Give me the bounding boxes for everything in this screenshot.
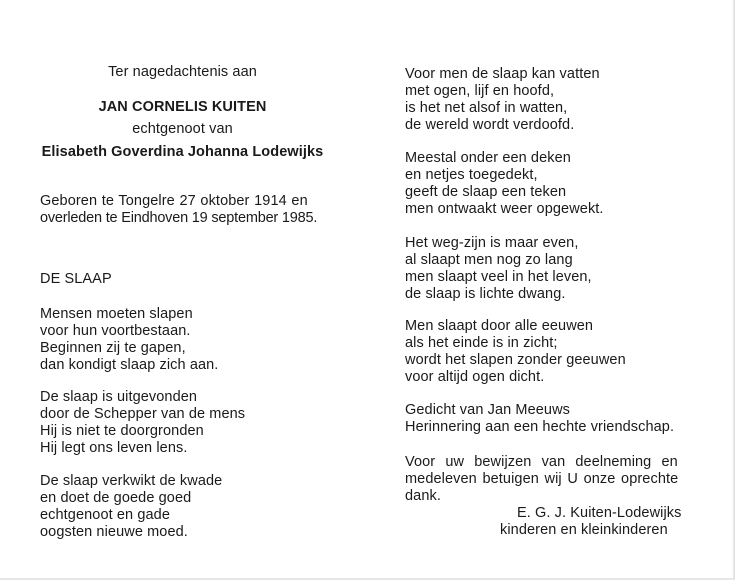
in-memoriam-line: Ter nagedachtenis aan [108,64,257,80]
poem-line: voor hun voortbestaan. [40,323,191,339]
poem-line: dan kondigt slaap zich aan. [40,357,219,373]
deceased-name: JAN CORNELIS KUITEN [98,99,267,115]
poem-line: als het einde is in zicht; [405,335,558,351]
poem-line: wordt het slapen zonder geeuwen [405,352,626,368]
poem-line: oogsten nieuwe moed. [40,524,188,540]
poem-line: door de Schepper van de mens [40,406,246,422]
poem-line: men ontwaakt weer opgewekt. [405,201,604,217]
poem-line: Mensen moeten slapen [40,306,193,322]
signature-family: kinderen en kleinkinderen [500,522,668,538]
thanks-line-2: medeleven betuigen wij U onze oprechte [405,471,679,487]
poem-line: Hij legt ons leven lens. [40,440,188,456]
birth-line: Geboren te Tongelre 27 oktober 1914 en [40,193,308,209]
spouse-label: echtgenoot van [132,121,233,137]
poem-credit: Gedicht van Jan Meeuws [405,402,571,418]
thanks-line-1: Voor uw bewijzen van deelneming en [405,454,678,470]
poem-line: Hij is niet te doorgronden [40,423,204,439]
poem-line: de slaap is lichte dwang. [405,286,566,302]
poem-line: met ogen, lijf en hoofd, [405,83,555,99]
poem-line: en doet de goede goed [40,490,192,506]
poem-line: men slaapt veel in het leven, [405,269,592,285]
poem-line: Beginnen zij te gapen, [40,340,186,356]
poem-line: voor altijd ogen dicht. [405,369,545,385]
thanks-line-3: dank. [405,488,441,504]
poem-line: Meestal onder een deken [405,150,571,166]
signature-name: E. G. J. Kuiten-Lodewijks [517,505,682,521]
poem-line: De slaap is uitgevonden [40,389,198,405]
poem-line: Men slaapt door alle eeuwen [405,318,594,334]
poem-line: Het weg-zijn is maar even, [405,235,579,251]
poem-title: DE SLAAP [40,271,112,287]
poem-line: geeft de slaap een teken [405,184,567,200]
poem-line: Voor men de slaap kan vatten [405,66,600,82]
friendship-note: Herinnering aan een hechte vriendschap. [405,419,675,435]
poem-line: echtgenoot en gade [40,507,170,523]
poem-line: de wereld wordt verdoofd. [405,117,575,133]
poem-line: is het net alsof in watten, [405,100,568,116]
poem-line: al slaapt men nog zo lang [405,252,573,268]
spouse-name: Elisabeth Goverdina Johanna Lodewijks [41,144,324,160]
death-line: overleden te Eindhoven 19 september 1985. [40,210,318,226]
poem-line: en netjes toegedekt, [405,167,538,183]
poem-line: De slaap verkwikt de kwade [40,473,223,489]
